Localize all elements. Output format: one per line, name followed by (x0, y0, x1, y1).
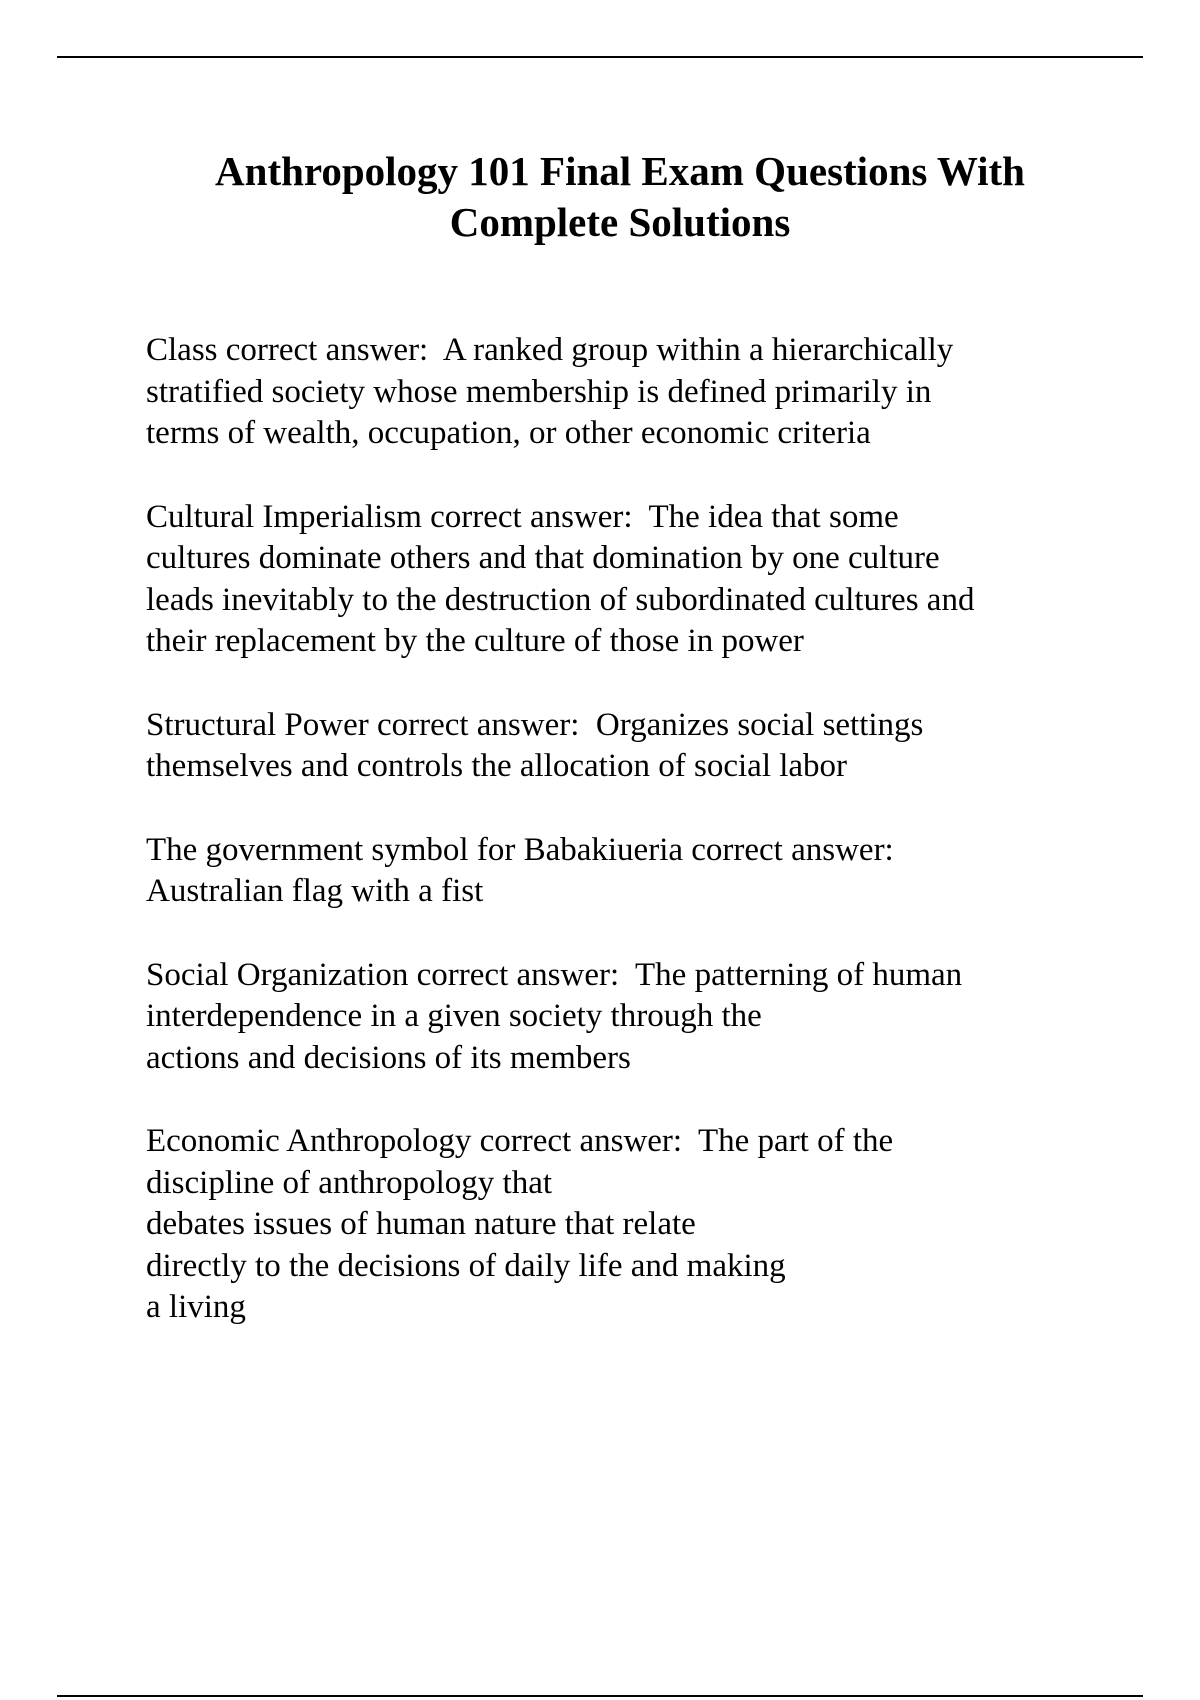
qa-line: Structural Power correct answer: Organizes social settings (146, 706, 924, 743)
qa-line: terms of wealth, occupation, or other economic criteria (146, 415, 871, 451)
footer-rule (57, 1695, 1143, 1697)
qa-line: a living (146, 1289, 246, 1325)
qa-line: Cultural Imperialism correct answer: The idea that some (146, 498, 899, 535)
qa-entry-structural-power (146, 705, 1146, 788)
document-title (130, 146, 1110, 248)
qa-line: debates issues of human nature that relate (146, 1206, 696, 1242)
header-rule (57, 56, 1143, 58)
qa-line: leads inevitably to the destruction of subordinated cultures and (146, 581, 975, 618)
qa-line: Social Organization correct answer: The patterning of human (146, 956, 963, 993)
title-line: Complete Solutions (449, 199, 791, 245)
qa-entry-cultural-imperialism (146, 497, 1146, 663)
qa-line: themselves and controls the allocation of social labor (146, 748, 848, 784)
qa-line: cultures dominate others and that domination by one culture (146, 540, 940, 576)
qa-line: Economic Anthropology correct answer: The part of the (146, 1123, 894, 1159)
qa-entry-social-organization (146, 955, 1146, 1080)
qa-line: stratified society whose membership is defined primarily in (146, 373, 932, 410)
qa-line: discipline of anthropology that (146, 1164, 553, 1201)
title-line: Anthropology 101 Final Exam Questions With (215, 148, 1025, 194)
qa-line: Australian flag with a fist (146, 873, 484, 909)
qa-line: Class correct answer: A ranked group within a hierarchically (146, 332, 954, 368)
qa-line: actions and decisions of its members (146, 1039, 631, 1076)
qa-line: The government symbol for Babakiueria correct answer: (146, 831, 894, 868)
qa-line: their replacement by the culture of those in power (146, 623, 804, 659)
qa-entry-economic-anthropology (146, 1121, 1146, 1329)
qa-line: interdependence in a given society through the (146, 998, 762, 1034)
qa-list (146, 330, 1146, 1371)
qa-entry-babakiueria (146, 830, 1146, 913)
qa-line: directly to the decisions of daily life and making (146, 1247, 786, 1284)
qa-entry-class (146, 330, 1146, 455)
